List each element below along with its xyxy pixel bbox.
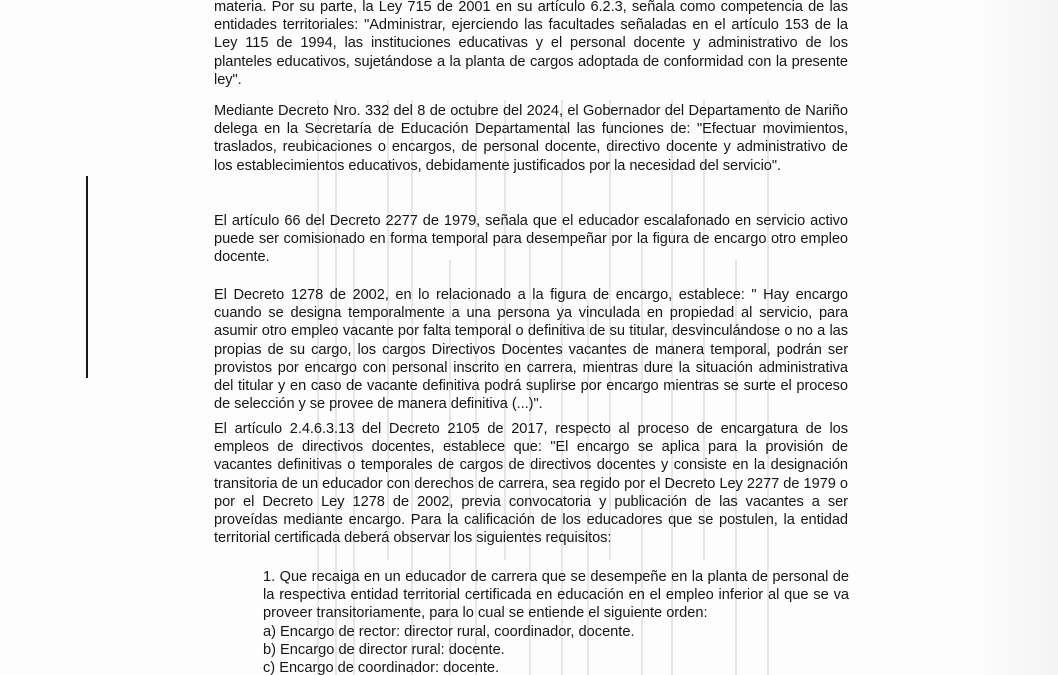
- sub-item-rector: a) Encargo de rector: director rural, coordinador, docente.: [263, 623, 635, 640]
- paragraph-decreto-2277: El artículo 66 del Decreto 2277 de 1979, señala que el educador escalafonado en servicio activo puede ser comisionado en forma temporal para desempeñar por la figura de encargo otro empleo docente.: [214, 213, 848, 266]
- sub-item-coordinador: c) Encargo de coordinador: docente.: [263, 660, 500, 675]
- paragraph-decreto-1278: El Decreto 1278 de 2002, en lo relacionado a la figura de encargo, establece: " Hay encargo cuando se designa temporalmente a una persona ya vinculada en propiedad al servicio, para asumir otro empleo vacante por falta temporal o definitiva de su titular, desvinculándose o no a las propias de su cargo, los cargos Directivos Docentes vacantes de manera temporal, podrán ser provistos por encargo con personal inscrito en carrera, mientras dure la situación administrativa del titular y en caso de vacante definitiva podrá suplirse por encargo mientras se surte el proceso de selección y se provee de manera definitiva (...)".: [214, 287, 848, 413]
- requirements-list: [263, 568, 849, 675]
- sub-item-director-rural: b) Encargo de director rural: docente.: [263, 641, 505, 658]
- scan-edge-shadow: [968, 0, 1058, 675]
- margin-mark-line: [86, 176, 88, 378]
- paragraph-decreto-332: Mediante Decreto Nro. 332 del 8 de octubre del 2024, el Gobernador del Departamento de Nariño delega en la Secretaría de Educación Departamental las funciones de: "Efectuar movimientos, traslados, reubicaciones o encargos, de personal docente, directivo docente y administrativo de los establecimientos educativos, debidamente justificados por la necesidad del servicio".: [214, 103, 848, 174]
- paragraph-ley-715: materia. Por su parte, la Ley 715 de 2001 en su artículo 6.2.3, señala como competencia de las entidades territoriales: "Administrar, ejerciendo las facultades señaladas en el artículo 153 de la Ley 115 de 1994, las instituciones educativas y el personal docente y administrativo de los planteles educativos, sujetándose a la planta de cargos adoptada de conformidad con la presente ley".: [214, 0, 848, 88]
- paragraph-decreto-2105: El artículo 2.4.6.3.13 del Decreto 2105 de 2017, respecto al proceso de encargatura de los empleos de directivos docentes, establece que: "El encargo se aplica para la provisión de vacantes definitivas o temporales de cargos de directivos docentes y consiste en la designación transitoria de un educador con derechos de carrera, sea regido por el Decreto Ley 2277 de 1979 o por el Decreto Ley 1278 de 2002, previa convocatoria y publicación de las vacantes a ser proveídas mediante encargo. Para la calificación de los educadores que se postulen, la entidad territorial certificada deberá observar los siguientes requisitos:: [214, 421, 848, 547]
- requirement-item-1: 1. Que recaiga en un educador de carrera que se desempeñe en la planta de personal de la respectiva entidad territorial certificada en educación en el empleo inferior al que se va proveer transitoriamente, para lo cual se entiende el siguiente orden:: [263, 569, 849, 622]
